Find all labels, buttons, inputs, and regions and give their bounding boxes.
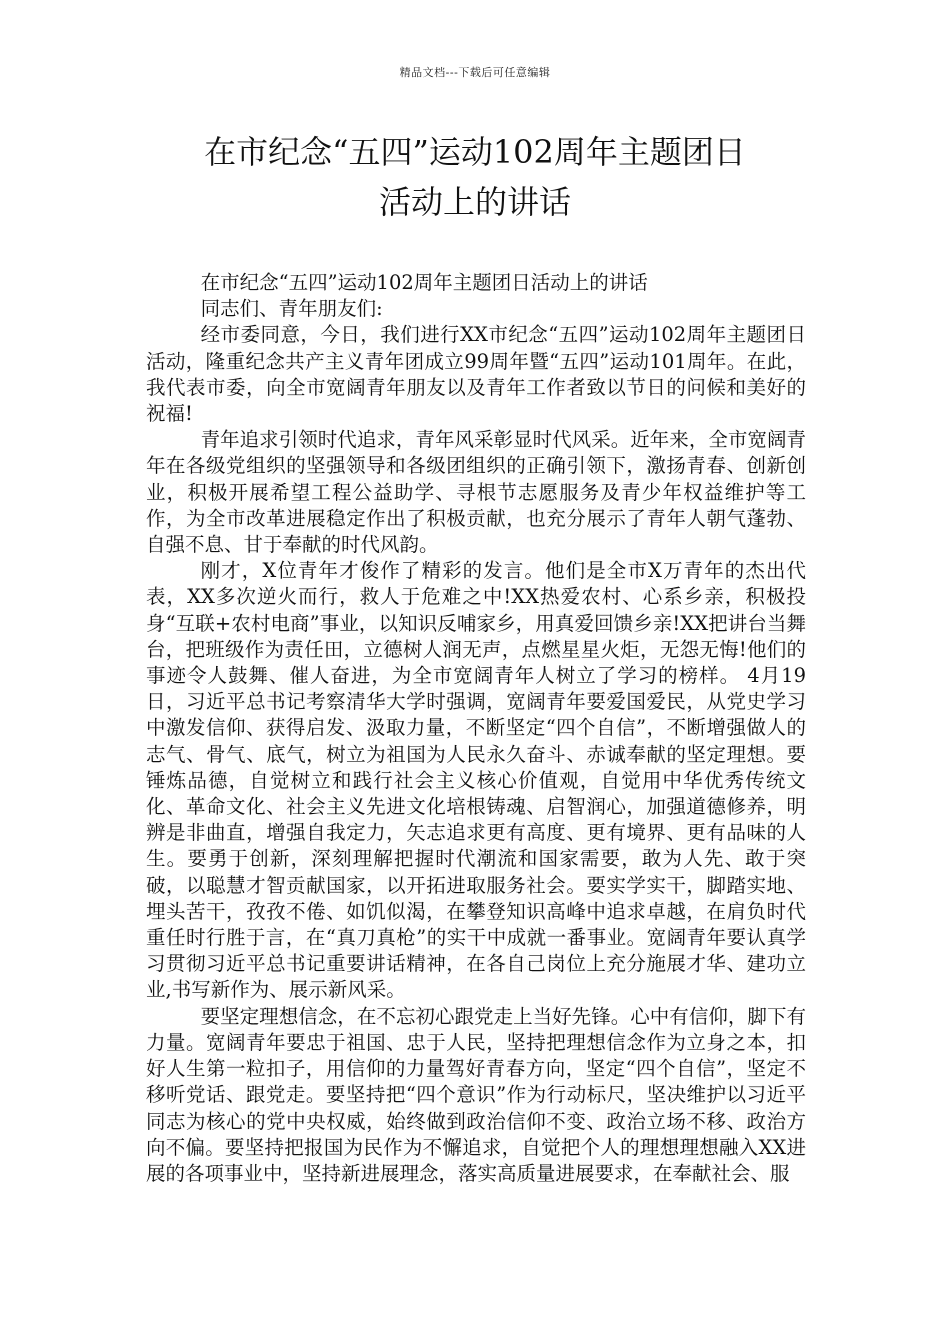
document-body xyxy=(146,270,806,1187)
title-line-1: 在市纪念“五四”运动102周年主题团日 xyxy=(204,133,746,171)
page-header: 精品文档---下载后可任意编辑 xyxy=(399,66,551,79)
body-subtitle-paragraph: 在市纪念“五四”运动102周年主题团日活动上的讲话 xyxy=(200,271,648,294)
body-paragraph: 刚才，X位青年才俊作了精彩的发言。他们是全市X万青年的杰出代表，XX多次逆火而行，救人于危难之中!XX热爱农村、心系乡亲，积极投身“互联+农村电商”事业，以知识反哺家乡，用真爱回馈乡亲!XX把讲台当舞台，把班级作为责任田，立德树人润无声，点燃星星火炬，无怨无悔!他们的事迹令人鼓舞、催人奋进，为全市宽阔青年人树立了学习的榜样。 4月19日，习近平总书记考察清华大学时强调，宽阔青年要爱国爱民，从党史学习中激发信仰、获得启发、汲取力量，不断坚定“四个自信”，不断增强做人的志气、骨气、底气，树立为祖国为人民永久奋斗、赤诚奉献的坚定理想。要锤炼品德，自觉树立和践行社会主义核心价值观，自觉用中华优秀传统文化、革命文化、社会主义先进文化培根铸魂、启智润心，加强道德修养，明辨是非曲直，增强自我定力，矢志追求更有高度、更有境界、更有品味的人生。要勇于创新，深刻理解把握时代潮流和国家需要，敢为人先、敢于突破，以聪慧才智贡献国家，以开拓进取服务社会。要实学实干，脚踏实地、埋头苦干，孜孜不倦、如饥似渴，在攀登知识高峰中追求卓越，在肩负时代重任时行胜于言，在“真刀真枪”的实干中成就一番事业。宽阔青年要认真学习贯彻习近平总书记重要讲话精神，在各自己岗位上充分施展才华、建功立业,书写新作为、展示新风采。 xyxy=(146,559,806,1002)
document-title xyxy=(140,127,810,227)
body-paragraph: 经市委同意，今日，我们进行XX市纪念“五四”运动102周年主题团日活动，隆重纪念共产主义青年团成立99周年暨“五四”运动101周年。在此，我代表市委，向全市宽阔青年朋友以及青年工作者致以节日的问候和美好的祝福! xyxy=(146,323,806,426)
salutation-paragraph: 同志们、青年朋友们: xyxy=(200,297,383,321)
body-paragraph: 青年追求引领时代追求，青年风采彰显时代风采。近年来，全市宽阔青年在各级党组织的坚强领导和各级团组织的正确引领下，激扬青春、创新创业，积极开展希望工程公益助学、寻根节志愿服务及青少年权益维护等工作，为全市改革进展稳定作出了积极贡献，也充分展示了青年人朝气蓬勃、自强不息、甘于奉献的时代风韵。 xyxy=(146,428,806,557)
title-line-2: 活动上的讲话 xyxy=(378,183,571,221)
body-paragraph: 要坚定理想信念，在不忘初心跟党走上当好先锋。心中有信仰，脚下有力量。宽阔青年要忠于祖国、忠于人民，坚持把理想信念作为立身之本，扣好人生第一粒扣子，用信仰的力量驾好青春方向，坚定“四个自信”，坚定不移听党话、跟党走。要坚持把“四个意识”作为行动标尺，坚决维护以习近平同志为核心的党中央权威，始终做到政治信仰不变、政治立场不移、政治方向不偏。要坚持把报国为民作为不懈追求，自觉把个人的理想理想融入XX进展的各项事业中，坚持新进展理念，落实高质量进展要求，在奉献社会、服 xyxy=(146,1004,806,1185)
